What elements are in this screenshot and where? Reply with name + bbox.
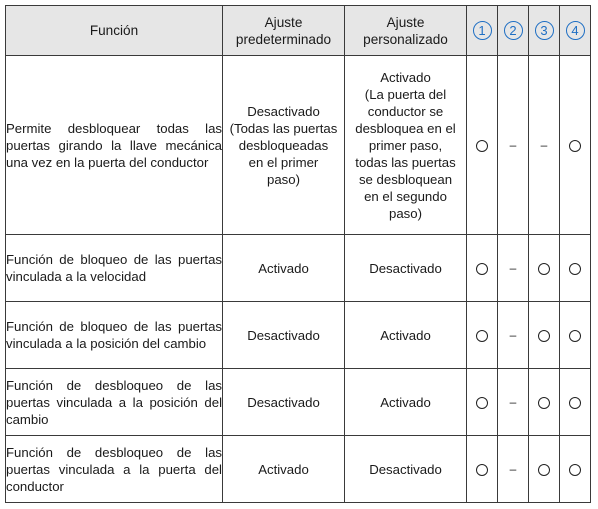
table-row xyxy=(6,56,591,235)
circle-mark-icon xyxy=(476,464,488,476)
custom-setting-text: paso) xyxy=(389,205,422,221)
table-row xyxy=(6,302,591,369)
custom-setting-text: se desbloquean xyxy=(358,171,453,187)
header-default-line-2: predeterminado xyxy=(235,31,332,47)
circle-mark-icon xyxy=(569,140,581,152)
circled-number-3-icon: 3 xyxy=(535,21,554,40)
circle-mark-icon xyxy=(476,263,488,275)
circle-mark-icon xyxy=(569,464,581,476)
function-cell: Permite desbloquear todas las puertas girando la llave mecánica una vez en la puerta del conductor xyxy=(6,56,223,235)
dash-mark: – xyxy=(509,261,517,275)
function-cell: Función de bloqueo de las puertas vinculada a la velocidad xyxy=(6,235,223,302)
default-setting-text: paso) xyxy=(267,171,300,187)
default-setting-text: Desactivado xyxy=(247,394,320,410)
function-cell: Función de desbloqueo de las puertas vinculada a la puerta del conductor xyxy=(6,436,223,503)
circled-number-4-icon: 4 xyxy=(566,21,585,40)
availability-cell-1 xyxy=(467,369,498,436)
dash-mark: – xyxy=(540,138,548,152)
table-row xyxy=(6,369,591,436)
custom-setting-text: todas las puertas xyxy=(355,154,456,170)
custom-setting-cell xyxy=(345,235,467,302)
header-row xyxy=(6,6,591,56)
dash-mark: – xyxy=(509,462,517,476)
availability-cell-2 xyxy=(498,302,529,369)
availability-cell-3 xyxy=(529,56,560,235)
custom-setting-text: conductor se xyxy=(367,103,444,119)
default-setting-cell xyxy=(223,369,345,436)
circle-mark-icon xyxy=(476,330,488,342)
header-custom-setting xyxy=(345,6,467,56)
custom-setting-text: Activado xyxy=(380,69,431,85)
dash-mark: – xyxy=(509,138,517,152)
availability-cell-2 xyxy=(498,436,529,503)
availability-cell-3 xyxy=(529,436,560,503)
settings-table xyxy=(5,5,591,503)
default-setting-text: Activado xyxy=(258,260,309,276)
default-setting-text: en el primer xyxy=(248,154,319,170)
custom-setting-cell xyxy=(345,302,467,369)
header-column-4 xyxy=(560,6,591,56)
circle-mark-icon xyxy=(538,330,550,342)
default-setting-cell xyxy=(223,302,345,369)
availability-cell-1 xyxy=(467,436,498,503)
default-setting-text: (Todas las puertas xyxy=(229,120,338,136)
availability-cell-1 xyxy=(467,302,498,369)
custom-setting-cell xyxy=(345,369,467,436)
availability-cell-3 xyxy=(529,235,560,302)
default-setting-text: Desactivado xyxy=(247,103,320,119)
header-column-1 xyxy=(467,6,498,56)
availability-cell-3 xyxy=(529,302,560,369)
availability-cell-4 xyxy=(560,302,591,369)
table-row xyxy=(6,235,591,302)
availability-cell-2 xyxy=(498,369,529,436)
default-setting-cell xyxy=(223,436,345,503)
header-column-3 xyxy=(529,6,560,56)
circle-mark-icon xyxy=(538,464,550,476)
function-cell: Función de bloqueo de las puertas vinculada a la posición del cambio xyxy=(6,302,223,369)
circle-mark-icon xyxy=(569,263,581,275)
circled-number-2-icon: 2 xyxy=(504,21,523,40)
availability-cell-3 xyxy=(529,369,560,436)
dash-mark: – xyxy=(509,328,517,342)
custom-setting-cell xyxy=(345,436,467,503)
header-default-line-1: Ajuste xyxy=(264,14,303,30)
custom-setting-text: Activado xyxy=(380,327,431,343)
custom-setting-cell xyxy=(345,56,467,235)
default-setting-text: Desactivado xyxy=(247,327,320,343)
custom-setting-text: desbloquea en el xyxy=(355,120,456,136)
circle-mark-icon xyxy=(476,140,488,152)
availability-cell-4 xyxy=(560,56,591,235)
header-function: Función xyxy=(6,6,223,56)
default-setting-cell xyxy=(223,235,345,302)
circle-mark-icon xyxy=(476,397,488,409)
custom-setting-text: Desactivado xyxy=(369,461,442,477)
availability-cell-4 xyxy=(560,369,591,436)
default-setting-cell xyxy=(223,56,345,235)
circle-mark-icon xyxy=(569,397,581,409)
header-custom-line-2: personalizado xyxy=(363,31,448,47)
header-column-2 xyxy=(498,6,529,56)
availability-cell-4 xyxy=(560,436,591,503)
custom-setting-text: Desactivado xyxy=(369,260,442,276)
function-cell: Función de desbloqueo de las puertas vinculada a la posición del cambio xyxy=(6,369,223,436)
header-default-setting xyxy=(223,6,345,56)
custom-setting-text: (La puerta del xyxy=(364,86,447,102)
availability-cell-1 xyxy=(467,235,498,302)
default-setting-text: Activado xyxy=(258,461,309,477)
table-body xyxy=(6,56,591,503)
availability-cell-4 xyxy=(560,235,591,302)
availability-cell-2 xyxy=(498,235,529,302)
header-custom-line-1: Ajuste xyxy=(386,14,425,30)
default-setting-text: desbloqueadas xyxy=(238,137,329,153)
circled-number-1-icon: 1 xyxy=(473,21,492,40)
custom-setting-text: primer paso, xyxy=(368,137,443,153)
custom-setting-text: en el segundo xyxy=(364,188,447,204)
circle-mark-icon xyxy=(538,263,550,275)
circle-mark-icon xyxy=(538,397,550,409)
table-row xyxy=(6,436,591,503)
availability-cell-2 xyxy=(498,56,529,235)
circle-mark-icon xyxy=(569,330,581,342)
dash-mark: – xyxy=(509,395,517,409)
custom-setting-text: Activado xyxy=(380,394,431,410)
availability-cell-1 xyxy=(467,56,498,235)
